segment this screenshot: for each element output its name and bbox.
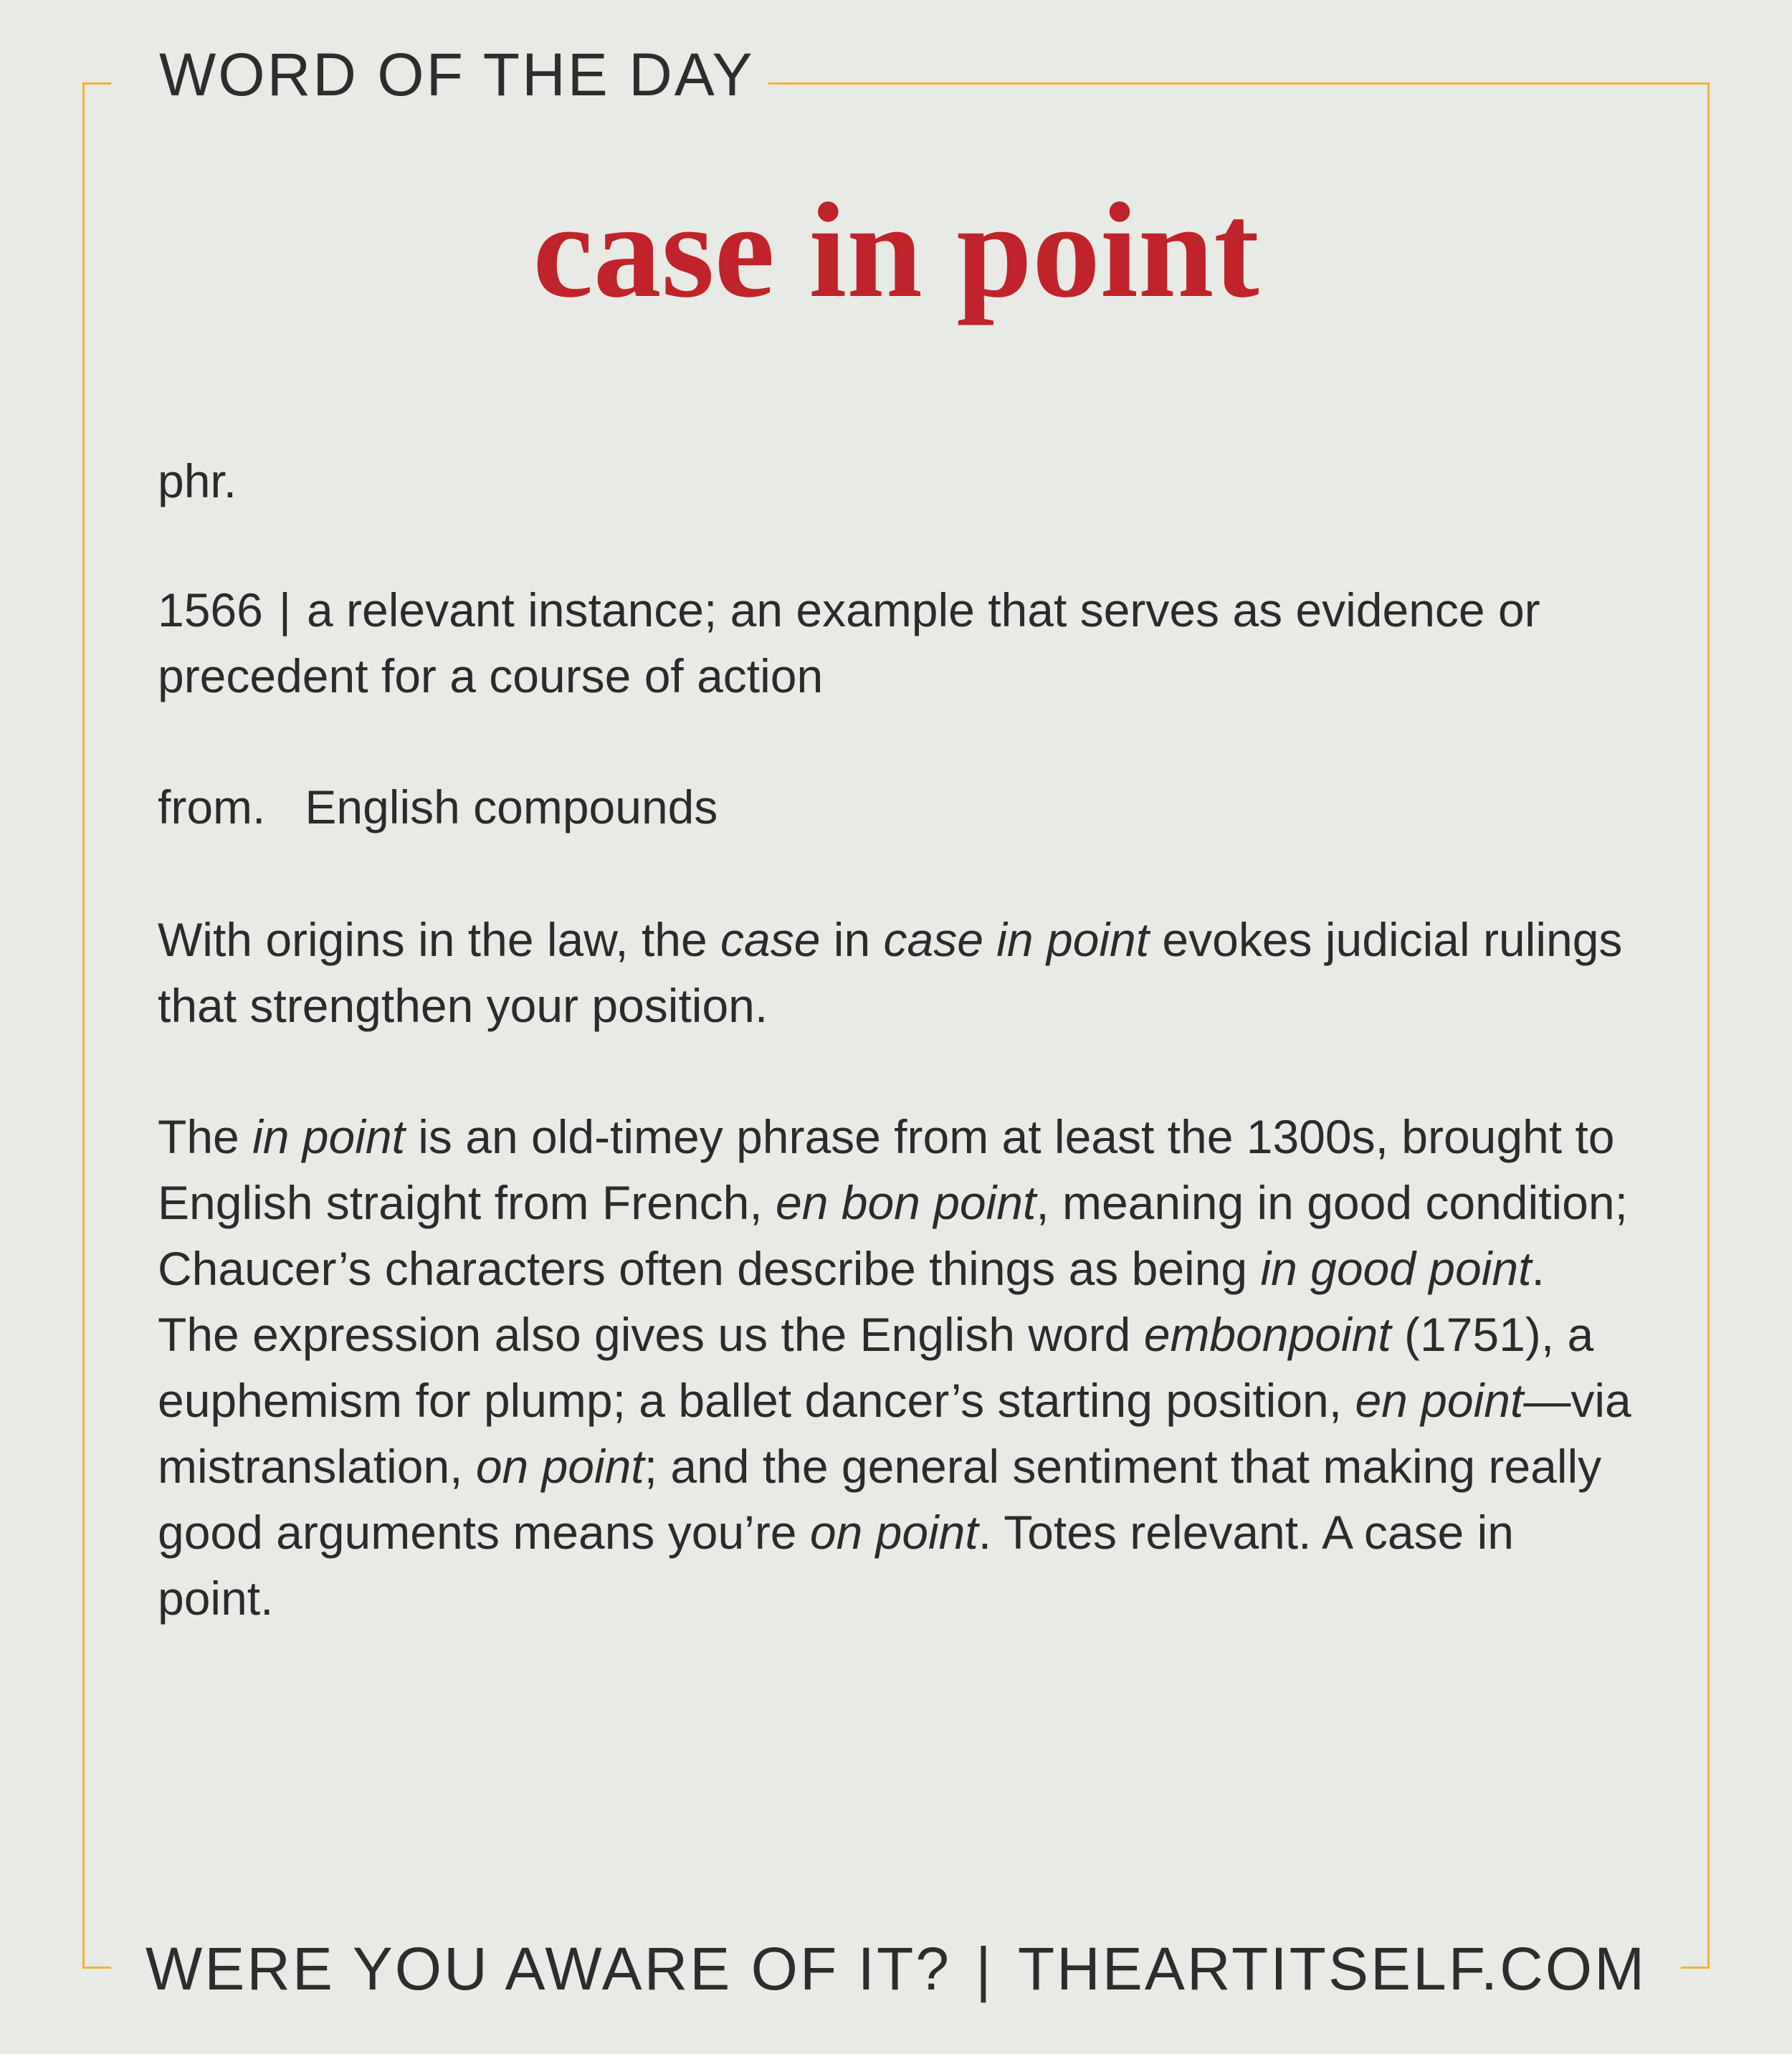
paragraph-text: , meaning in good condition; Chaucer’s characters often describe things as being [158,1176,1628,1295]
frame-right-side [1707,82,1710,1969]
footer-question: WERE YOU AWARE OF IT? [145,1935,951,2002]
emphasis-text: case in point [883,913,1150,966]
definition [158,577,1634,709]
paragraph-text: With origins in the law, the [158,913,721,966]
frame-top-left-segment [82,82,111,85]
frame-top-right-segment [768,82,1710,85]
emphasis-text: in point [252,1110,405,1163]
definition-year: 1566 [158,583,263,636]
origin-label: from. [158,780,266,833]
emphasis-text: embonpoint [1143,1308,1391,1361]
footer-separator: | [976,1935,993,2002]
frame-left-side [82,82,85,1969]
etymology-paragraph-2 [158,1104,1634,1631]
emphasis-text: en bon point [776,1176,1036,1229]
part-of-speech: phr. [158,454,237,507]
paragraph-text: . The expression also gives us the English word [158,1242,1545,1361]
paragraph-text: evokes judicial rulings that strengthen your position. [158,913,1623,1032]
emphasis-text: on point [475,1440,644,1493]
headword: case in point [533,176,1259,326]
etymology-paragraph-1 [158,907,1634,1038]
definition-text: a relevant instance; an example that serves as evidence or precedent for a course of action [158,583,1540,702]
origin-value: English compounds [305,780,718,833]
paragraph-text: —via mistranslation, [158,1374,1631,1493]
emphasis-text: case [720,913,821,966]
paragraph-text: in [820,913,884,966]
paragraph-text: (1751), a euphemism for plump; a ballet dancer’s starting position, [158,1308,1594,1427]
paragraph-text: is an old-timey phrase from at least the 1300s, brought to English straight from French, [158,1110,1615,1229]
emphasis-text: in good point [1260,1242,1532,1295]
origin [158,774,1634,840]
footer [0,1935,1792,2002]
word-of-the-day-label: WORD OF THE DAY [159,41,755,108]
footer-site: THEARTITSELF.COM [1017,1935,1647,2002]
paragraph-text: . Totes relevant. A case in point. [158,1506,1514,1625]
paragraph-text: The [158,1110,253,1163]
paragraph-text: ; and the general sentiment that making really good arguments means you’re [158,1440,1602,1559]
emphasis-text: on point [809,1506,978,1559]
definition-separator: | [278,583,291,636]
emphasis-text: en point [1355,1374,1524,1427]
